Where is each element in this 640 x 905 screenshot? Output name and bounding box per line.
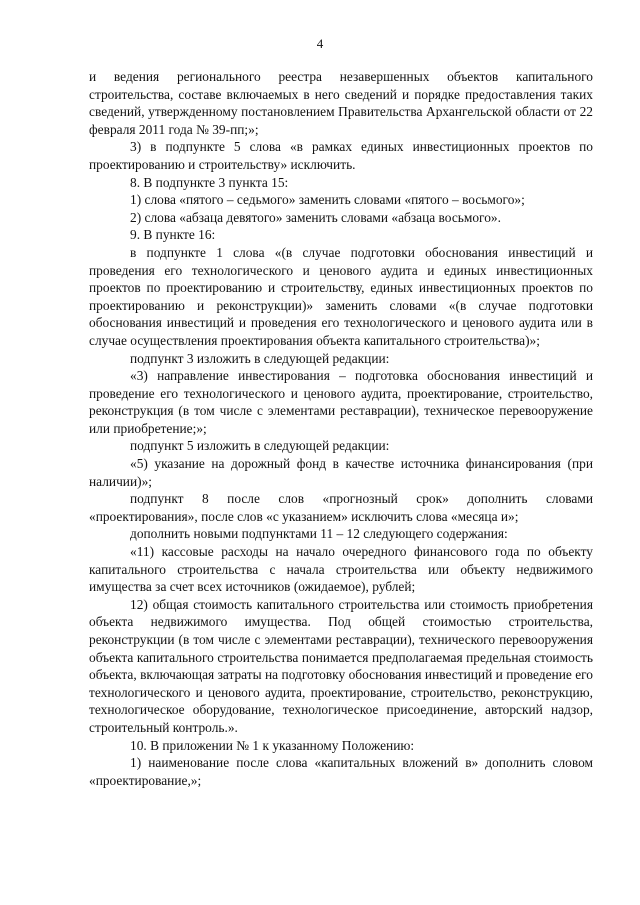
paragraph: подпункт 3 изложить в следующей редакции:: [130, 350, 390, 366]
paragraph: подпункт 5 изложить в следующей редакции:: [130, 438, 390, 454]
paragraph: 8. В подпункте 3 пункта 15:: [130, 174, 289, 190]
paragraph: 3) в подпункте 5 слова «в рамках единых инвестиционных проектов по проектированию и строительству» исключить.: [89, 139, 593, 172]
paragraph: 9. В пункте 16:: [130, 227, 216, 243]
paragraph: «5) указание на дорожный фонд в качестве источника финансирования (при наличии)»;: [89, 456, 593, 489]
paragraph: «3) направление инвестирования – подготовка обоснования инвестиций и проведение его технологического и ценового аудита, проектирование, строительство, реконструкция (в том числе с элементами реставрации), техническое перевооружение или приобретение;»;: [89, 368, 593, 436]
page-number: 4: [316, 36, 324, 51]
paragraph: 12) общая стоимость капитального строительства или стоимость приобретения объекта недвижимого имущества. Под общей стоимостью строительства, реконструкции (в том числе с элементами реставрации), технического перевооружения объекта капитального строительства понимается предполагаемая предельная стоимость объекта, включающая затраты на подготовку обоснования инвестиций и проведение его технологического и ценового аудита, проектирование, строительство, реконструкцию, технологическое оборудование, технологическое присоединение, авторский надзор, строительный контроль.».: [89, 596, 593, 735]
paragraph: подпункт 8 после слов «прогнозный срок» дополнить словами «проектирования», после слов «с указанием» исключить слова «месяца и»;: [89, 491, 593, 524]
paragraph: 2) слова «абзаца девятого» заменить словами «абзаца восьмого».: [130, 209, 501, 225]
paragraph: дополнить новыми подпунктами 11 – 12 следующего содержания:: [130, 526, 508, 542]
paragraph: 10. В приложении № 1 к указанному Положению:: [130, 737, 415, 753]
paragraph: 1) слова «пятого – седьмого» заменить словами «пятого – восьмого»;: [130, 192, 525, 208]
document-body: [89, 68, 593, 789]
paragraph: и ведения регионального реестра незавершенных объектов капитального строительства, составе включаемых в него сведений и порядке предоставления таких сведений, утвержденному постановлением Правительства Архангельской области от 22 февраля 2011 года № 39-пп;»;: [89, 69, 593, 137]
paragraph: «11) кассовые расходы на начало очередного финансового года по объекту капитального строительства с начала строительства или объекту недвижимого имущества за счет всех источников (ожидаемое), рублей;: [89, 544, 593, 595]
paragraph: в подпункте 1 слова «(в случае подготовки обоснования инвестиций и проведения его технологического и ценового аудита и единых инвестиционных проектов по проектированию и строительству, единых инвестиционных проектов по проектированию и реконструкции)» заменить словами «(в случае подготовки обоснования инвестиций и проведения его технологического и ценового аудита или в случае осуществления проектирования объекта капитального строительства)»;: [89, 244, 593, 348]
paragraph: 1) наименование после слова «капитальных вложений в» дополнить словом «проектирование,»;: [89, 755, 593, 788]
